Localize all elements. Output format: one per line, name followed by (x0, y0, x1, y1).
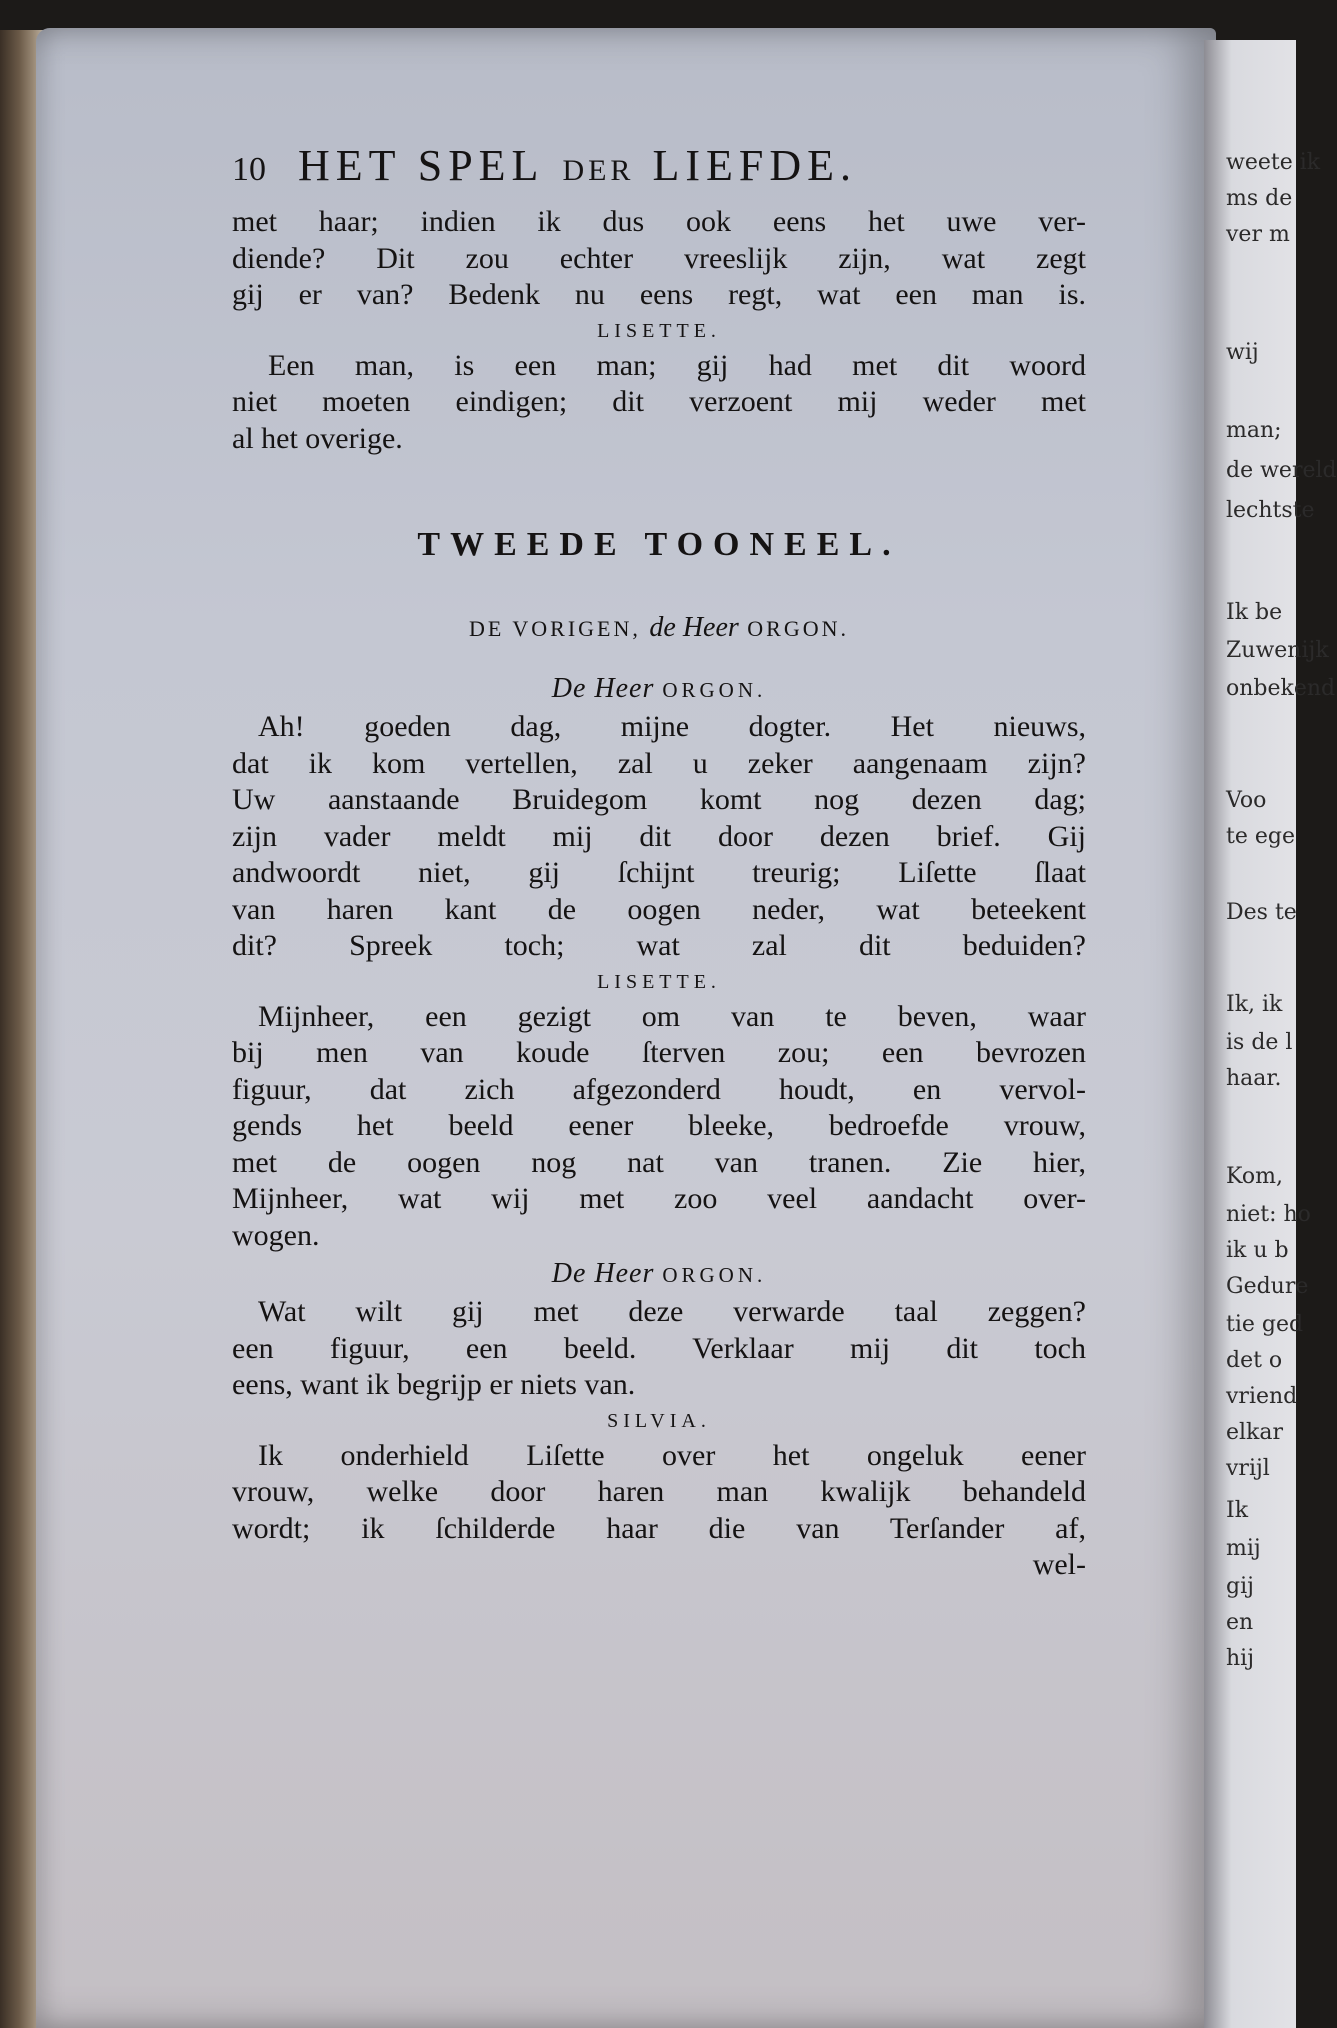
speaker-heading: SILVIA. (607, 1409, 711, 1432)
speech-lisette (232, 348, 1086, 458)
cast-part: de Heer (649, 612, 739, 643)
opening-speech (232, 204, 1086, 314)
page-text (232, 140, 1086, 1584)
text-line: Een man, is een man; gij had met dit woord (268, 348, 1086, 382)
text-line: diende? Dit zou echter vreeslijk zijn, wat zegt (232, 241, 1086, 275)
facing-fragment: Gedure (1226, 1274, 1309, 1299)
text-line: Ik onderhield Liſette over het ongeluk eener (258, 1438, 1086, 1472)
facing-fragment: hij (1226, 1646, 1255, 1671)
facing-fragment: vrijl (1226, 1456, 1270, 1481)
text-line: van haren kant de oogen neder, wat beteekent (232, 892, 1086, 926)
facing-fragment: ik u b (1226, 1238, 1289, 1263)
facing-fragment: Des te (1226, 900, 1297, 925)
scene-title: TWEEDE TOONEEL. (417, 526, 901, 563)
text-line: een figuur, een beeld. Verklaar mij dit toch (232, 1331, 1086, 1365)
facing-fragment: Kom, (1226, 1164, 1283, 1189)
text-line: met de oogen nog nat van tranen. Zie hier, (232, 1145, 1086, 1179)
text-line: niet moeten eindigen; dit verzoent mij weder met (232, 385, 1086, 418)
text-line: Mijnheer, een gezigt om van te beven, waar (258, 999, 1086, 1033)
text-line: Mijnheer, wat wij met zoo veel aandacht over- (232, 1182, 1086, 1215)
text-line: Uw aanstaande Bruidegom komt nog dezen dag; (232, 783, 1086, 816)
text-line: figuur, dat zich afgezonderd houdt, en vervol- (232, 1072, 1086, 1106)
running-header (232, 140, 1086, 204)
text-line: dit? Spreek toch; wat zal dit beduiden? (232, 929, 1086, 962)
facing-fragment: te ege (1226, 824, 1295, 849)
running-title-part: HET SPEL (298, 141, 545, 190)
facing-fragment: Zuwenijk (1226, 638, 1329, 663)
facing-fragment: vriend (1226, 1384, 1298, 1409)
facing-fragment: lechtste (1226, 498, 1315, 523)
text-line: eens, want ik begrijp er niets van. (232, 1368, 636, 1401)
cast-part: DE VORIGEN, (468, 616, 641, 641)
facing-fragment: wij (1226, 340, 1259, 365)
text-line: andwoordt niet, gij ſchijnt treurig; Liſette ſlaat (232, 856, 1086, 889)
text-line: Ah! goeden dag, mijne dogter. Het nieuws, (258, 710, 1086, 743)
speaker-name: ORGON. (662, 678, 767, 702)
text-line: zijn vader meldt mij dit door dezen brief. Gij (232, 819, 1086, 853)
speaker-title: De Heer (551, 673, 655, 704)
cast-list (232, 605, 1086, 651)
speech-orgon (232, 709, 1086, 965)
catchword: wel- (1032, 1548, 1086, 1581)
facing-fragment: gij (1226, 1574, 1254, 1599)
text-line: wordt; ik ſchilderde haar die van Terſander af, (232, 1511, 1086, 1545)
facing-fragment: Ik be (1226, 600, 1283, 625)
text-line: dat ik kom vertellen, zal u zeker aangenaam zijn? (232, 746, 1086, 780)
page-number: 10 (232, 151, 266, 188)
speech-silvia (232, 1438, 1086, 1548)
facing-fragment: niet: ho (1226, 1202, 1311, 1227)
text-line: met haar; indien ik dus ook eens het uwe ver- (232, 205, 1086, 238)
text-line: al het overige. (232, 421, 403, 455)
text-line: wogen. (232, 1218, 320, 1252)
speech-lisette (232, 999, 1086, 1255)
facing-fragment: onbekend (1226, 676, 1336, 701)
facing-fragment: is de l (1226, 1030, 1293, 1055)
facing-fragment: de wereld (1226, 458, 1337, 483)
facing-fragment: tie ged (1226, 1312, 1304, 1337)
facing-page (1204, 40, 1337, 2028)
speaker-heading (232, 669, 1086, 709)
text-line: gends het beeld eener bleeke, bedroefde vrouw, (232, 1109, 1086, 1142)
text-line: vrouw, welke door haren man kwalijk behandeld (232, 1475, 1086, 1508)
facing-fragment: en (1226, 1610, 1254, 1635)
facing-fragment: ver m (1226, 222, 1290, 247)
facing-fragment: det o (1226, 1348, 1283, 1373)
running-title-part: DER (562, 154, 635, 187)
speaker-title: De Heer (551, 1258, 655, 1289)
text-line: gij er van? Bedenk nu eens regt, wat een man is. (232, 278, 1086, 311)
facing-fragment: man; (1226, 418, 1282, 443)
cast-part: ORGON. (747, 616, 850, 641)
facing-fragment: elkar (1226, 1420, 1284, 1445)
text-line: Wat wilt gij met deze verwarde taal zeggen? (258, 1295, 1086, 1328)
facing-fragment: weete ik (1226, 150, 1321, 175)
speaker-heading: LISETTE. (597, 319, 721, 342)
speech-orgon (232, 1294, 1086, 1404)
running-title-part: LIEFDE. (652, 141, 857, 190)
speaker-heading: LISETTE. (597, 970, 721, 993)
facing-fragment: Ik (1226, 1498, 1249, 1523)
facing-fragment: Voo (1226, 788, 1267, 813)
facing-fragment: mij (1226, 1536, 1261, 1561)
facing-fragment: haar. (1226, 1066, 1282, 1091)
facing-fragment: ms de (1226, 186, 1293, 211)
speaker-name: ORGON. (662, 1263, 767, 1287)
facing-fragment: Ik, ik (1226, 992, 1283, 1017)
text-line: bij men van koude ſterven zou; een bevrozen (232, 1036, 1086, 1069)
speaker-heading (232, 1254, 1086, 1294)
